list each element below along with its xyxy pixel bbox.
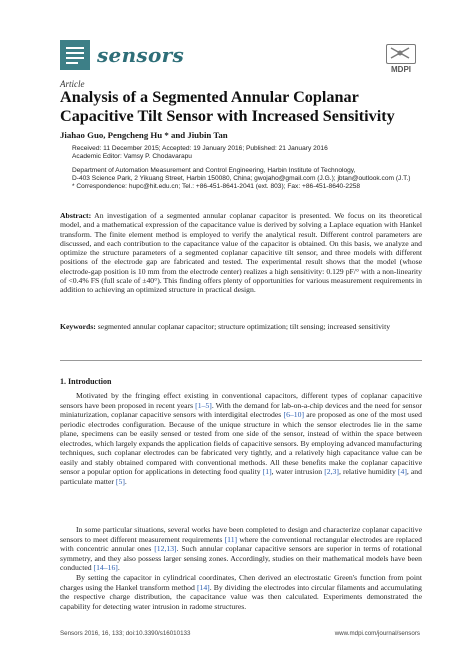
paragraph-text: . With the demand for lab-on-a-chip devices and the need for sensor miniaturization, coplanar capacitive sensors with interdigital electrodes xyxy=(60,400,422,420)
publisher-name: MDPI xyxy=(391,65,411,74)
intro-paragraph-1 xyxy=(60,391,422,486)
publisher-logo[interactable] xyxy=(386,44,416,74)
intro-paragraph-3 xyxy=(60,573,422,611)
keywords-text: segmented annular coplanar capacitor; structure optimization; tilt sensing; increased sensitivity xyxy=(97,322,391,331)
citation-link[interactable]: [14–16] xyxy=(93,563,118,573)
abstract xyxy=(60,211,422,295)
paragraph-text: , water intrusion xyxy=(271,467,325,477)
citation-link[interactable]: [1] xyxy=(262,467,272,477)
article-type: Article xyxy=(60,79,85,89)
mdpi-badge-icon xyxy=(386,44,416,64)
citation-link[interactable]: [4] xyxy=(397,467,407,477)
abstract-text: An investigation of a segmented annular coplanar capacitor is presented. We focus on its theoretical model, and a mathematical expression of the capacitance value is derived by solving a Laplace equation with Hankel transform. The finite element method is employed to verify the analytical result. Different control parameters are discussed, and each contribution to the capacitance value of the capacitor is obtained. On this basis, we analyze and optimize the structure parameters of a segmented coplanar capacitive tilt sensor, and three models with different positions of the electrode gap are fabricated and tested. The experimental result shows that the model (whose electrode-gap position is 10 mm from the electrode center) realizes a high sensitivity: 0.129 pF/° with a non-linearity of <0.4% FS (full scale of ±40°). This finding offers plenty of opportunities for various measurement requirements in addition to achieving an optimized structure in practical design. xyxy=(60,211,422,295)
citation-link[interactable]: [2,3] xyxy=(324,467,339,477)
paragraph-text: In some particular situations, several works have been completed to design and characterize coplanar capacitive sensors to meet different measurement requirements xyxy=(60,525,422,544)
affiliation-block xyxy=(72,167,432,192)
citation-link[interactable]: [11] xyxy=(224,534,238,544)
publication-dates xyxy=(72,145,432,161)
keywords-label: Keywords: xyxy=(60,322,96,331)
paper-title: Analysis of a Segmented Annular Coplanar Capacitive Tilt Sensor with Increased Sensitivity xyxy=(60,88,395,125)
footer-journal-link[interactable]: www.mdpi.com/journal/sensors xyxy=(334,630,420,637)
keywords xyxy=(60,322,422,331)
paragraph-text: . xyxy=(117,563,120,573)
sensors-logo-icon xyxy=(60,40,90,70)
journal-logo[interactable] xyxy=(60,40,184,70)
footer-citation: Sensors 2016, 16, 133; doi:10.3390/s16010133 xyxy=(60,630,191,637)
paragraph-text: , relative humidity xyxy=(338,467,398,477)
dates-line: Received: 11 December 2015; Accepted: 19 January 2016; Published: 21 January 2016 xyxy=(72,145,328,152)
citation-link[interactable]: [14] xyxy=(196,582,210,592)
intro-paragraph-2 xyxy=(60,525,422,573)
affiliation-line: Department of Automation Measurement and Control Engineering, Harbin Institute of Technology, xyxy=(72,167,356,174)
paragraph-text: . By dividing the electrodes into circular filaments and accumulating the respective charge distribution, the capacitance value was then calculated. Experiments demonstrated the capability for detecting water intrusion in radome structures. xyxy=(60,582,422,611)
abstract-label: Abstract: xyxy=(60,211,92,220)
paragraph-text: By setting the capacitor in cylindrical coordinates, Chen derived an electrostatic Green's function from point charges using the Hankel transform method xyxy=(60,573,422,592)
paragraph-text: , and particulate matter xyxy=(60,467,422,486)
paragraph-text: Motivated by the fringing effect existing in conventional capacitors, different types of coplanar capacitive sensors have been proposed in recent years xyxy=(60,391,422,410)
author-list: Jiahao Guo, Pengcheng Hu * and Jiubin Tan xyxy=(60,130,228,140)
paragraph-text: are proposed as one of the most used periodic electrodes configuration. Because of the unique structure in which the sensor electrodes lie in the same plane, specimens can be easily sensed or tested from one side of the sensor, instead of within the space between electrodes, which largely expands the application fields of capacitive sensors. By employing advanced manufacturing techniques, such coplanar electrodes can be fabricated very tightly, and a relatively high capacitance value can be easily and stably obtained compared with conventional methods. All these benefits make the coplanar capacitive sensor a popular option for applications in detecting food quality xyxy=(60,410,422,477)
correspondence-line: * Correspondence: hupc@hit.edu.cn; Tel.: +86-451-8641-2041 (ext. 803); Fax: +86-451-8640-2258 xyxy=(72,183,361,191)
citation-link[interactable]: [12,13] xyxy=(154,544,177,554)
citation-link[interactable]: [5] xyxy=(115,476,125,486)
section-divider xyxy=(60,360,422,361)
paragraph-text: . xyxy=(124,476,127,486)
section-heading: 1. Introduction xyxy=(60,377,112,386)
citation-link[interactable]: [6–10] xyxy=(283,410,305,420)
affiliation-line: D-403 Science Park, 2 Yikuang Street, Harbin 150080, China; gwojaho@gmail.com (J.G.); jbtan@outlook.com (J.T.) xyxy=(72,175,411,183)
citation-link[interactable]: [1–5] xyxy=(195,400,212,410)
editor-line: Academic Editor: Vamsy P. Chodavarapu xyxy=(72,153,192,161)
journal-name: sensors xyxy=(97,43,185,67)
paragraph-text: . Such annular coplanar capacitive sensors are superior in terms of rotational symmetry, and they also possess larger sensing zones. Accordingly, studies on their mathematical models have been conducted xyxy=(60,544,422,573)
paragraph-text: where the conventional rectangular electrodes are replaced with concentric annular ones xyxy=(60,534,422,554)
